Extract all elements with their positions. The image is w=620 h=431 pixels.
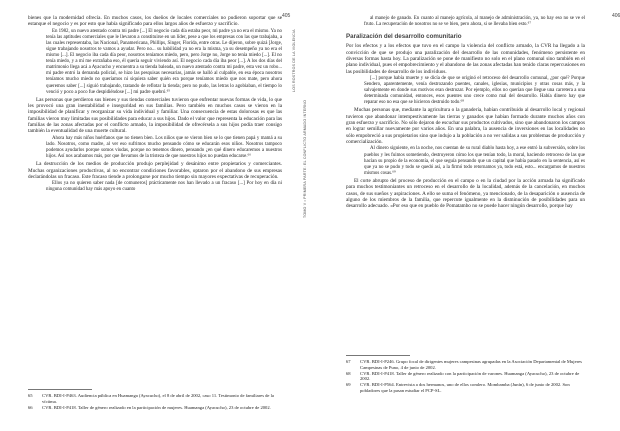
footnote: [346, 359, 585, 371]
footnote: [28, 405, 282, 411]
footnote-text: CVR. BDI-I-P564. Entrevista a dos hermanos, uno de ellos comlero. Mombamba (Junín), 6 de junio de 2002. Son pobladores que la pasan estudiar el PCP-SL.: [360, 382, 570, 393]
block-quote: [46, 136, 282, 160]
right-page: [300, 0, 620, 431]
footnote: [346, 382, 585, 394]
page-number-right: 406: [612, 13, 620, 19]
quote-paragraph: Ellos ya no quieren saber nada [de comuneros] prácticamente nos han llevado a un fracaso [...] Por hoy en día ni ninguna comunidad hay más apoyo en cuanto: [46, 181, 282, 193]
quote-paragraph: [...] porque había muerte y se dicía de que se originó el retroceso del desarrollo comunal, ¿por qué? Porque Sendero, aparentemente, venía destrozando puentes, canales, iglesias, municipios y otras cosas más, y la salvajemente en donde sus motivos eran destrozar. Por ejemplo, ellos no querían que llegue una carretera a una determinada comunidad, entonces, esos puentes uno crece como mal del desarrollo. Había dinero hay que reparar eso no esa que se hicieron destruido todo.⁶⁸: [364, 75, 585, 106]
body-paragraph: Muchas personas que, mediante la agricultura o la ganadería, habían contribuido al desarrollo local y regional tuvieron que abandonar intempestivamente las tierras y ganados que habían formado durante muchos años con gran esfuerzo y sacrificio. No sólo dejaron de escuchar sus productos cultivados, sino que abandonaron los campos en lograr semillar nuevamente por varios años. En una palabra, la ausencia de inversiones en las localidades no sólo empobreció a sus propietarios sino que indujo a la población a no ver salidas a sus problemas de producción y comercialización.: [346, 107, 585, 146]
footnote-rule: [28, 389, 92, 390]
left-page: [0, 0, 300, 431]
block-quote: [46, 29, 282, 96]
footnote-number: 67: [346, 359, 351, 364]
running-head-left: LOS ROSTROS DE LA VIOLENCIA: [292, 29, 296, 92]
footnote-rule: [346, 355, 410, 356]
footnote-text: CVR. BDI-I-P418. Taller de género realizado en la participación de mujeres. Huamanga (Ayacucho), 23 de octubre de 2002.: [42, 404, 271, 410]
footnote: [346, 371, 585, 383]
running-head-right: TOMO V • PRIMERA PARTE: EL CONFLICTO ARMADO INTERNO: [303, 99, 307, 218]
footnote-number: 68: [346, 370, 351, 376]
right-footnotes: [346, 355, 585, 394]
page-number-left: 405: [282, 13, 291, 19]
section-heading: Paralización del desarrollo comunitario: [346, 33, 462, 41]
right-body: [346, 15, 585, 210]
quote-paragraph: Al dinero siguiente, en la noche, nos cuentan de su rural diablo hasta hoy, a ese entró la subversión, sobre los pueblos y les fuimos sometiendo, destruyeron cómo los que tenían todo, la moral, haciendo retroceso de las que hacían su propio de la economía, el que seguía pensando que un capital que había pasado en la sentencia, así es que ya no se pudo y todo se quedó así, a la firmó todo retornamos ya, todo está, esto... encargamos de nuestros mismos cosas.⁶⁹: [364, 146, 585, 176]
body-paragraph: El corte abrupto del proceso de producción en el campo o en la ciudad por la acción armada ha significado para muchos testimoniantes un retroceso en el desarrollo de la localidad, además de la cancelación, en muchos casos, de sus sueños y aspiraciones. A ello se suma el fenómeno, ya mencionado, de la desaparición o ausencia de alguno de los miembros de la familia, que repercute igualmente en la disminución de posibilidades para un desarrollo adecuado. «Por eso que en pueblo de Pomatambo no se puede hacer ningún desarrollo, porque hay: [346, 177, 585, 210]
footnote: [28, 393, 282, 405]
block-quote: [364, 16, 585, 28]
left-body: [28, 15, 282, 194]
body-paragraph: Por los efectos y a los efectos que tuvo en el campo la violencia del conflicto armado, la CVR ha llegado a la convicción de que se produjo una paralización del desarrollo de las comunidades, fenómeno persistente en diversas formas hasta hoy. La paralización se pone de manifiesto no solo en el plano comunal sino también en el plano individual, pues el empobrecimiento y el abandono de las zonas afectadas han tenido claras repercusiones en las posibilidades de desarrollo de los individuos.: [346, 43, 585, 75]
footnote-text: CVR. BDI-I-P246. Grupo focal de dirigentes mujeres campesinas agrupadas en la Asociación Departamental de Mujeres Campesinas de Puno, 4 de junio de 2002.: [360, 359, 582, 370]
footnote-text: CVR. BDI-I-P463. Audiencia pública en Huamanga (Ayacucho), el 8 de abril de 2002, caso 11. Testimonio de familiares de la víctima.: [42, 393, 274, 404]
quote-paragraph: Ahora hay más niños huérfanos que no tienen bien. Los niños que se vieron bien se lo que tienen papá y mamá a su lado. Nosotros, como madre, al ver eso sufrimos mucho pensando cómo se educarán esos niños. Nosotros tampoco podemos ayudarlos porque somos viudas, porque no tenemos dinero, pensando ¿en qué dinero educaremos a nuestros hijos. Así nos acabamos más, por que llevamos de la tristeza de que nuestros hijos no puedan educarse.⁶⁶: [46, 135, 282, 160]
quote-paragraph: En 1982, un nuevo atentado contra mi padre [...] El negocio cada día estaba peor, mi padre ya no era el mismo. Ya no tenía las aptitudes comerciales que le llevaron a constituirse en un líder, pese a que los empresas con las que trabajaba, a las cuales representaba, las Nacional, Panamericana, Phillips, Singer, Florida, entre otras. Le dijeron, sobre quizá [Jorge, sigue trabajando nosotros te vamos a ayudar. Pero no... su habilidad ya no era la misma, ya su desempeño ya no era el mismo [...]. El negocio iba cada día peor, nosotros teníamos miedo, pero, pero Jorge no, Jorge no tenía miedo [...]. El no tenía miedo, y a mí me extrañaba eso, él quería seguir viviendo así. El negocio cada día iba peor [...]. A los dos días del matrimonio llega acá a Ayacucho y encuentra a su tienda baleada, un nuevo atentado contra mi padre, esta vez un robo... mi padre entró la demanda policial, se hizo las pesquisas necesarias, jamás se halló al culpable, en esa época nosotros teníamos mucho miedo no queríamos ni siquiera saber quién era porque teníamos miedo que nos mate, pero ahora queremos saber [...] siguió trabajando, tratando de reflotar la tienda; pero no pudo, las letras lo agobiaban, el tiempo lo venció y poco a poco fue despidiéndose [...] mi padre quebró.⁶⁵: [46, 28, 282, 95]
footnote-number: 65: [28, 393, 33, 398]
footnote-text: CVR. BDI-I-P418. Taller de género realizado con la participación de varones. Huamanga (Ayacucho), 23 de octubre de 2002.: [360, 370, 580, 382]
left-footnotes: [28, 389, 282, 410]
footnote-number: 69: [346, 382, 351, 388]
body-paragraph: Las personas que perdieron sus bienes y sus tiendas comerciales tuvieron que enfrentar nuevas formas de vida, lo que les provocó una gran inestabilidad e inseguridad en sus familias. Pero también en muchos casos se vieron en la imposibilidad de planificar y reorganizar su vida individual y familiar. Una consecuencia de estas dolorosas es que las familias vieron muy limitadas sus posibilidades para educar a sus hijos. Dado el valor que representa la educación para las familias de las zonas afectadas por el conflicto armado, la imposibilidad de ofrecérsela a sus hijos podía traer consigo también la eventualidad de una muerte cultural.: [28, 96, 282, 135]
footnote-number: 66: [28, 404, 33, 410]
block-quote: [364, 76, 585, 106]
block-quote: [364, 146, 585, 176]
block-quote: [46, 181, 282, 193]
body-paragraph: La destrucción de los medios de producción produjo perplejidad y desánimo entre propietarios y comerciantes. Muchas organizaciones productivas, al no encontrar condiciones favorables, optaron por el abandono de sus empresas declarándolas un fracaso. Este fracaso tiende a prolongarse por mucho tiempo sin mayores expectativas de recuperación.: [28, 161, 282, 180]
quote-paragraph: al manejo de ganado. En cuanto al manejo agrícola, al manejo de administración, ya, no hay eso no se ve el fruto. La recuperación de nosotros no se ve bien, pero ahora, si se llevaba bien esto.⁶⁷: [364, 16, 585, 28]
body-paragraph: bienes que la modernidad ofrecía. En muchos casos, los dueños de locales comerciales no pudieron soportar que se estanque el negocio y es por esto que había significado para ellos largos años de esfuerzo y sacrificio.: [28, 15, 282, 28]
